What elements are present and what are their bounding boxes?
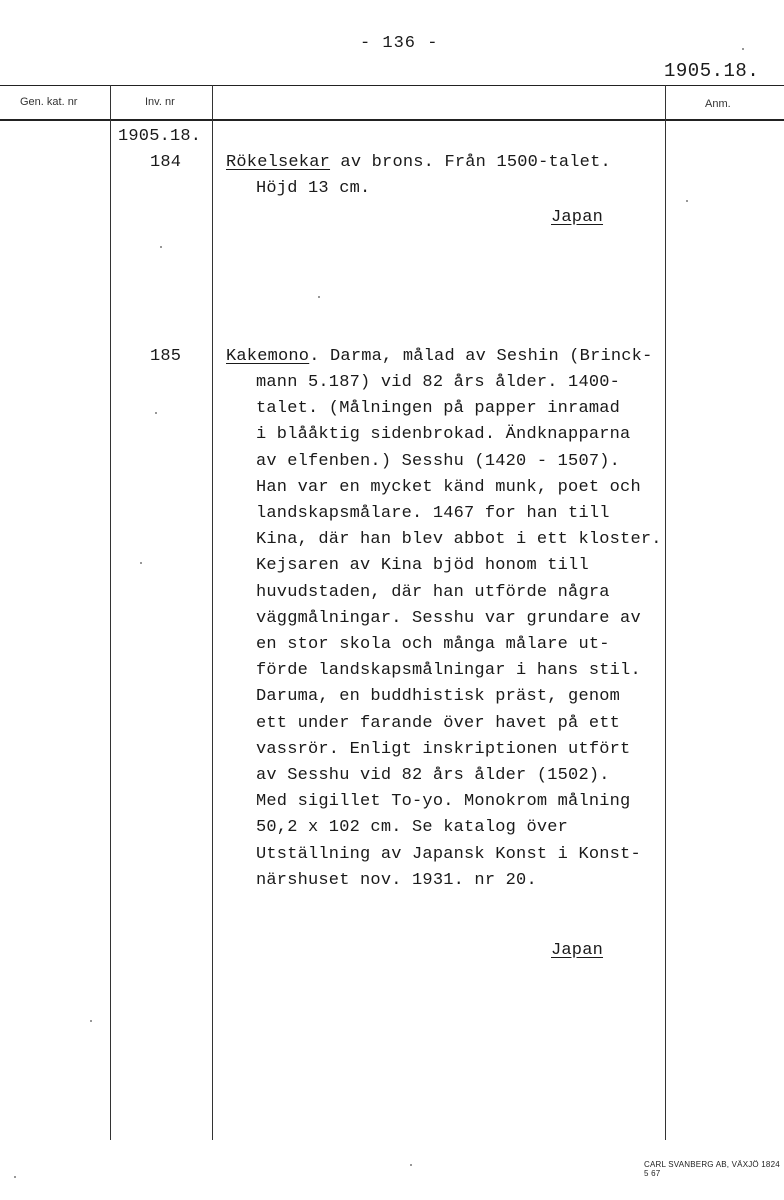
entry-185-first-line — [226, 344, 652, 370]
catalog-number-header: 1905.18. — [664, 60, 760, 82]
printer-mark: CARL SVANBERG AB, VÄXJÖ 1824 5 67 — [644, 1160, 780, 1178]
scan-speck — [410, 1164, 412, 1166]
column-header-anm: Anm. — [705, 98, 731, 110]
scan-speck — [160, 246, 162, 248]
divider-text-anm — [665, 85, 666, 1140]
page-number: - 136 - — [360, 34, 439, 53]
entry-185-line: närshuset nov. 1931. nr 20. — [256, 870, 537, 890]
entry-184-origin: Japan — [551, 208, 604, 227]
divider-gen-inv — [110, 85, 111, 1140]
entry-185-line: i blååktig sidenbrokad. Ändknapparna — [256, 425, 631, 445]
entry-185-line: Utställning av Japansk Konst i Konst- — [256, 844, 641, 864]
entry-184-first-line — [226, 150, 611, 176]
entry-185-line: ett under farande över havet på ett — [256, 713, 621, 733]
inv-number-184: 184 — [150, 153, 182, 172]
inv-number-185: 185 — [150, 347, 182, 366]
header-top-rule — [0, 85, 784, 86]
entry-185-line: Daruma, en buddhistisk präst, genom — [256, 687, 621, 707]
scan-speck — [686, 200, 688, 202]
entry-185-line: Med sigillet To-yo. Monokrom målning — [256, 792, 631, 812]
scan-speck — [742, 48, 744, 50]
entry-185-line: Kina, där han blev abbot i ett kloster. — [256, 530, 662, 550]
scan-speck — [155, 412, 157, 414]
header-bottom-rule — [0, 119, 784, 121]
entry-185-line: förde landskapsmålningar i hans stil. — [256, 661, 641, 681]
entry-185-line: av elfenben.) Sesshu (1420 - 1507). — [256, 451, 621, 471]
entry-185-line: Han var en mycket känd munk, poet och — [256, 477, 641, 497]
scan-speck — [140, 562, 142, 564]
entry-185-line: Kejsaren av Kina bjöd honom till — [256, 556, 589, 576]
entry-185-line: 50,2 x 102 cm. Se katalog över — [256, 818, 569, 838]
scan-speck — [90, 1020, 92, 1022]
column-header-inv-nr: Inv. nr — [145, 96, 175, 108]
entry-184-line-2: Höjd 13 cm. — [256, 179, 371, 198]
entry-185-line: talet. (Målningen på papper inramad — [256, 399, 621, 419]
entry-185-line: mann 5.187) vid 82 års ålder. 1400- — [256, 373, 621, 392]
entry-catalog-number: 1905.18. — [118, 127, 202, 146]
scan-speck — [318, 296, 320, 298]
entry-185-origin: Japan — [551, 941, 604, 960]
scan-speck — [14, 1176, 16, 1178]
column-header-gen-kat-nr: Gen. kat. nr — [20, 96, 78, 108]
entry-185-title: Kakemono — [226, 347, 310, 366]
entry-185-body — [256, 370, 662, 894]
entry-185-line: vassrör. Enligt inskriptionen utfört — [256, 739, 631, 759]
entry-185-line: huvudstaden, där han utförde några — [256, 582, 610, 602]
entry-185-line: en stor skola och många målare ut- — [256, 635, 610, 655]
entry-185-line: av Sesshu vid 82 års ålder (1502). — [256, 766, 610, 786]
entry-185-line: väggmålningar. Sesshu var grundare av — [256, 608, 641, 628]
entry-185-line-1: . Darma, målad av Seshin (Brinck- — [309, 347, 653, 366]
entry-184-title: Rökelsekar — [226, 153, 331, 172]
divider-inv-text — [212, 85, 213, 1140]
entry-184-line-1: av brons. Från 1500-talet. — [330, 153, 611, 172]
entry-185-line: landskapsmålare. 1467 for han till — [256, 504, 610, 524]
